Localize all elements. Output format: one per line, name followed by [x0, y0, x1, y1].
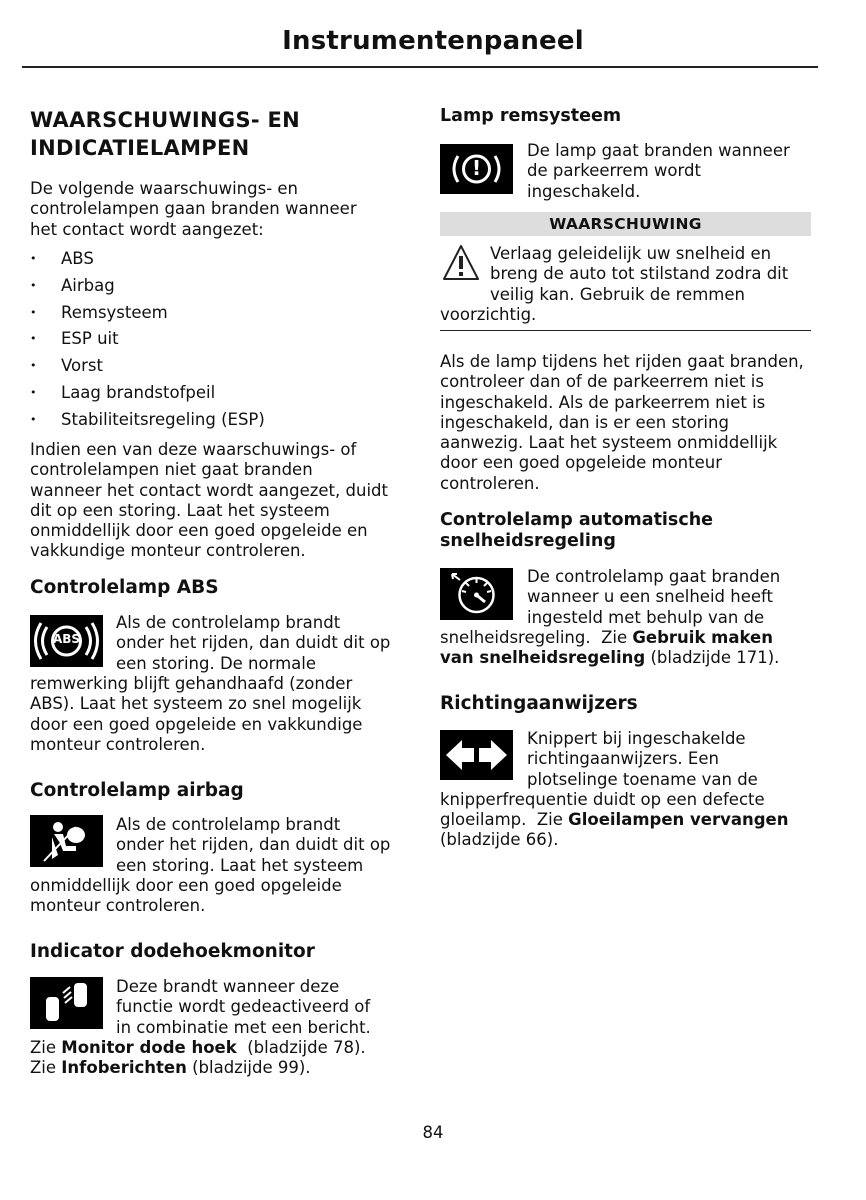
page-title: Instrumentenpaneel: [282, 26, 584, 56]
text-line: Verlaag geleidelijk uw snelheid en: [490, 244, 772, 263]
turn-signal-icon: [440, 730, 513, 780]
warning-banner: WAARSCHUWING: [440, 212, 811, 236]
ref-link-gebruik-maken[interactable]: Gebruik maken: [632, 628, 773, 647]
text-line: vakkundige monteur controleren.: [30, 541, 306, 561]
text-line: Als de controlelamp brandt: [116, 613, 341, 632]
airbag-side-text: [116, 815, 411, 876]
text-line: aanwezig. Laat het systeem onmiddellijk: [440, 433, 778, 453]
ref-text: snelheidsregeling. Zie: [440, 628, 633, 647]
indicators-text-line4: knipperfrequentie duidt op een defecte: [440, 790, 765, 809]
cruise-ref-line2: [440, 648, 820, 668]
text-line: plotselinge toename van de: [527, 769, 758, 789]
warning-side-text: [490, 244, 820, 305]
text-line: het contact wordt aangezet:: [30, 219, 264, 239]
blindspot-ref-2: [30, 1058, 410, 1078]
info-paragraph: [30, 440, 410, 562]
text-line: breng de auto tot stilstand zodra dit: [490, 264, 789, 284]
text-line: functie wordt gedeactiveerd of: [116, 997, 371, 1017]
blindspot-monitor-icon: [30, 977, 103, 1029]
text-line: ingeschakeld. Als de parkeerrem niet is: [440, 392, 766, 412]
text-line: onmiddellijk door een goed opgeleide en: [30, 521, 368, 541]
text-line: monteur controleren.: [30, 896, 206, 916]
text-line: wanneer u een snelheid heeft: [527, 587, 774, 607]
warning-divider: [440, 330, 811, 331]
ref-link-snelheidsregeling[interactable]: van snelheidsregeling: [440, 648, 646, 667]
lamp-list: [30, 249, 390, 437]
list-item: • Airbag: [30, 276, 390, 303]
text-line: onder het rijden, dan duidt dit op: [116, 633, 391, 653]
indicators-heading: Richtingaanwijzers: [440, 693, 638, 714]
ref-text: Zie: [30, 1038, 62, 1057]
text-line: De lamp gaat branden wanneer: [527, 141, 790, 160]
abs-side-text: [116, 613, 411, 674]
abs-paragraph: [30, 674, 410, 755]
text-line: De volgende waarschuwings- en: [30, 179, 298, 198]
blindspot-side-text: [116, 977, 411, 1038]
text-line: controlelampen niet gaat branden: [30, 460, 313, 480]
cruise-heading-line2: snelheidsregeling: [440, 531, 616, 551]
brake-icon-text: !: [471, 156, 482, 180]
warning-tail-text: voorzichtig.: [440, 305, 537, 324]
text-line: monteur controleren.: [30, 734, 206, 754]
text-line: remwerking blijft gehandhaafd (zonder: [30, 674, 353, 693]
caution-triangle-icon: [442, 243, 480, 283]
text-line: onder het rijden, dan duidt dit op: [116, 835, 391, 855]
text-line: Indien een van deze waarschuwings- of: [30, 440, 357, 459]
indicators-side-text: [527, 729, 827, 790]
text-line: ABS). Laat het systeem zo snel mogelijk: [30, 694, 362, 714]
text-line: ingeschakeld.: [527, 181, 641, 201]
text-line: een storing. De normale: [116, 653, 317, 673]
text-line: controleren.: [440, 473, 540, 493]
text-line: de parkeerrem wordt: [527, 161, 701, 181]
ref-text: gloeilamp. Zie: [440, 810, 569, 829]
airbag-paragraph: [30, 876, 410, 917]
text-line: Deze brandt wanneer deze: [116, 977, 340, 996]
abs-icon-text: ABS: [52, 632, 81, 646]
indicators-ref-page: (bladzijde 66).: [440, 830, 559, 849]
ref-text: Zie: [30, 1058, 62, 1077]
abs-warning-icon: [30, 615, 103, 667]
brake-warning-icon: [440, 144, 513, 194]
text-line: richtingaanwijzers. Een: [527, 749, 719, 769]
brake-paragraph: [440, 352, 820, 494]
ref-page: (bladzijde 99).: [186, 1058, 311, 1077]
cruise-heading-line1: Controlelamp automatische: [440, 510, 714, 530]
ref-page: (bladzijde 171).: [645, 648, 780, 667]
brake-side-text: [527, 141, 817, 202]
list-item: • Stabiliteitsregeling (ESP): [30, 410, 390, 437]
text-line: in combinatie met een bericht.: [116, 1017, 371, 1037]
ref-page: (bladzijde 78).: [236, 1038, 366, 1057]
ref-link-infoberichten[interactable]: Infoberichten: [61, 1058, 187, 1077]
ref-link-monitor-dode-hoek[interactable]: Monitor dode hoek: [61, 1038, 237, 1057]
airbag-heading: Controlelamp airbag: [30, 780, 244, 801]
list-item: • ABS: [30, 249, 390, 276]
text-line: ingesteld met behulp van de: [527, 607, 765, 627]
cruise-side-text: [527, 567, 827, 628]
text-line: Als de controlelamp brandt: [116, 815, 341, 834]
list-item: • Remsysteem: [30, 303, 390, 330]
brake-heading: Lamp remsysteem: [440, 106, 622, 126]
blindspot-heading: Indicator dodehoekmonitor: [30, 941, 315, 962]
text-line: onmiddellijk door een goed opgeleide: [30, 876, 342, 895]
speedometer-icon: [440, 568, 513, 620]
intro-paragraph: [30, 179, 410, 240]
cruise-ref-line1: [440, 628, 820, 648]
ref-link-gloeilampen-vervangen[interactable]: Gloeilampen vervangen: [568, 810, 789, 829]
section-title-line2: INDICATIELAMPEN: [30, 136, 250, 160]
text-line: controlelampen gaan branden wanneer: [30, 199, 357, 219]
blindspot-ref-1: [30, 1038, 410, 1058]
text-line: ingeschakeld, dan is er een storing: [440, 412, 729, 432]
text-line: door een goed opgeleide en vakkundige: [30, 714, 363, 734]
list-item: • Vorst: [30, 356, 390, 383]
text-line: wanneer het contact wordt aangezet, duidt: [30, 480, 388, 500]
page-number: 84: [422, 1123, 444, 1142]
header-divider: [22, 66, 818, 68]
airbag-warning-icon: [30, 815, 103, 867]
text-line: Als de lamp tijdens het rijden gaat branden,: [440, 352, 804, 371]
list-item: • ESP uit: [30, 329, 390, 356]
abs-heading: Controlelamp ABS: [30, 577, 219, 598]
text-line: een storing. Laat het systeem: [116, 855, 364, 875]
text-line: door een goed opgeleide monteur: [440, 453, 723, 473]
indicators-ref-line: [440, 810, 820, 830]
text-line: De controlelamp gaat branden: [527, 567, 781, 586]
list-item: • Laag brandstofpeil: [30, 383, 390, 410]
text-line: veilig kan. Gebruik de remmen: [490, 284, 745, 304]
text-line: dit op een storing. Laat het systeem: [30, 500, 330, 520]
text-line: Knippert bij ingeschakelde: [527, 729, 746, 748]
section-title-line1: WAARSCHUWINGS- EN: [30, 108, 301, 132]
text-line: controleer dan of de parkeerrem niet is: [440, 372, 764, 392]
